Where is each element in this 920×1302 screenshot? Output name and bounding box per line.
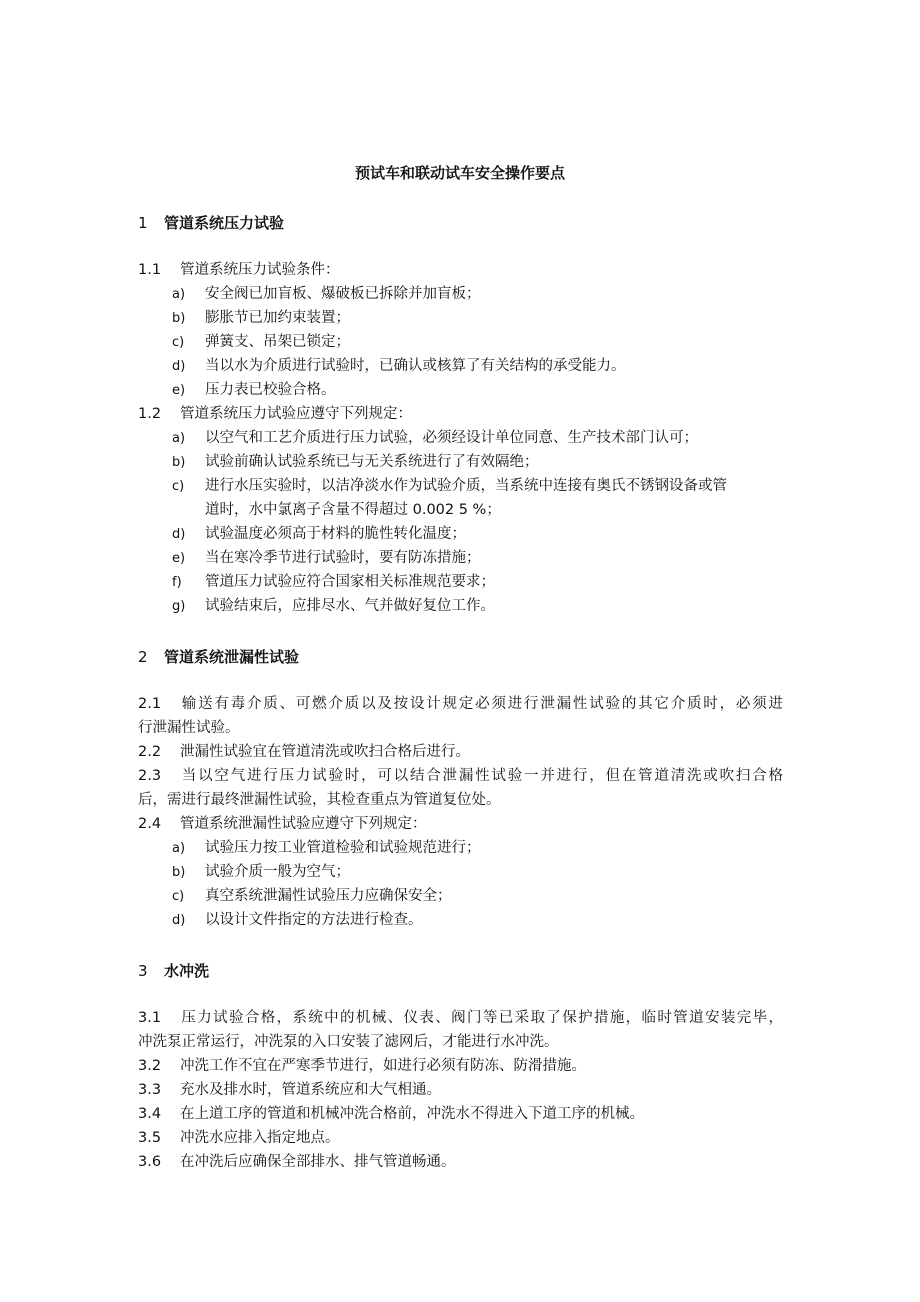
clause-2-2 <box>138 740 783 764</box>
list-marker: a) <box>172 431 186 446</box>
list-item <box>172 282 784 307</box>
clause-text: 管道系统压力试验条件： <box>180 262 340 278</box>
list-item <box>172 306 784 331</box>
list-item <box>172 860 784 885</box>
list-item-text: 真空系统泄漏性试验压力应确保安全； <box>205 888 452 904</box>
list-item-text: 管道压力试验应符合国家相关标准规范要求； <box>205 574 495 590</box>
list-marker: c) <box>172 479 185 494</box>
clause-number: 2.3 <box>138 768 162 784</box>
list-marker: e) <box>172 551 186 566</box>
clause-number: 2.2 <box>138 744 162 760</box>
list-item <box>172 450 784 475</box>
clause-number: 3.3 <box>138 1082 162 1098</box>
list-item-text: 以设计文件指定的方法进行检查。 <box>205 912 423 928</box>
clause-number: 2.1 <box>138 696 162 712</box>
clause-number: 3.1 <box>138 1010 162 1026</box>
clause-text: 在上道工序的管道和机械冲洗合格前，冲洗水不得进入下道工序的机械。 <box>180 1106 644 1122</box>
clause-text-line-2: 后，需进行最终泄漏性试验，其检查重点为管道复位处。 <box>138 792 501 808</box>
clause-text: 管道系统泄漏性试验应遵守下列规定： <box>180 816 427 832</box>
clause-1-1 <box>138 258 783 282</box>
section-number: 1 <box>138 214 148 232</box>
list-marker: b) <box>172 311 186 326</box>
section-1-heading <box>138 212 284 233</box>
list-item-text: 试验压力按工业管道检验和试验规范进行； <box>205 840 481 856</box>
list-item <box>172 354 784 379</box>
list-item-text-line-2: 道时，水中氯离子含量不得超过 0.002 5 %； <box>205 502 501 518</box>
list-item <box>172 546 784 571</box>
list-marker: a) <box>172 841 186 856</box>
clause-number: 3.5 <box>138 1130 162 1146</box>
list-marker: b) <box>172 865 186 880</box>
clause-text: 泄漏性试验宜在管道清洗或吹扫合格后进行。 <box>180 744 470 760</box>
list-marker: a) <box>172 287 186 302</box>
section-number: 2 <box>138 648 148 666</box>
section-3-heading <box>138 960 209 981</box>
clause-text: 冲洗水应排入指定地点。 <box>180 1130 340 1146</box>
clause-3-4 <box>138 1102 783 1126</box>
clause-text-line-1: 输送有毒介质、可燃介质以及按设计规定必须进行泄漏性试验的其它介质时，必须进 <box>180 696 783 712</box>
list-marker: c) <box>172 889 185 904</box>
clause-3-2 <box>138 1054 783 1078</box>
list-marker: d) <box>172 359 186 374</box>
list-item-text: 以空气和工艺介质进行压力试验，必须经设计单位同意、生产技术部门认可； <box>205 430 698 446</box>
section-title: 管道系统泄漏性试验 <box>164 648 300 666</box>
list-item-text: 安全阀已加盲板、爆破板已拆除并加盲板； <box>205 286 481 302</box>
list-item <box>172 908 784 933</box>
clause-2-3 <box>138 764 783 812</box>
clause-text: 充水及排水时，管道系统应和大气相通。 <box>180 1082 441 1098</box>
clause-number: 1.2 <box>138 406 162 422</box>
list-item-text: 试验前确认试验系统已与无关系统进行了有效隔绝； <box>205 454 539 470</box>
list-item <box>172 522 784 547</box>
list-item <box>172 884 784 909</box>
list-item <box>172 570 784 595</box>
section-title: 水冲洗 <box>164 962 210 980</box>
list-marker: e) <box>172 383 186 398</box>
list-item <box>172 330 784 355</box>
section-2-heading <box>138 646 299 667</box>
list-item-text: 压力表已校验合格。 <box>205 382 336 398</box>
clause-2-1 <box>138 692 783 740</box>
clause-number: 1.1 <box>138 262 162 278</box>
list-item-text: 弹簧支、吊架已锁定； <box>205 334 350 350</box>
clause-number: 2.4 <box>138 816 162 832</box>
list-item-text: 试验结束后，应排尽水、气并做好复位工作。 <box>205 598 495 614</box>
list-item-text: 当以水为介质进行试验时，已确认或核算了有关结构的承受能力。 <box>205 358 626 374</box>
clause-text: 冲洗工作不宜在严寒季节进行，如进行必须有防冻、防滑措施。 <box>180 1058 586 1074</box>
list-item <box>172 426 784 451</box>
section-title: 管道系统压力试验 <box>164 214 285 232</box>
clause-2-4 <box>138 812 783 836</box>
list-marker: d) <box>172 913 186 928</box>
clause-3-6 <box>138 1150 783 1174</box>
clause-3-3 <box>138 1078 783 1102</box>
clause-number: 3.4 <box>138 1106 162 1122</box>
list-item-text: 试验介质一般为空气； <box>205 864 350 880</box>
clause-text-line-2: 行泄漏性试验。 <box>138 720 240 736</box>
clause-text: 在冲洗后应确保全部排水、排气管道畅通。 <box>180 1154 456 1170</box>
list-item <box>172 594 784 619</box>
list-marker: b) <box>172 455 186 470</box>
clause-3-1 <box>138 1006 783 1054</box>
clause-number: 3.6 <box>138 1154 162 1170</box>
list-marker: f) <box>172 575 182 590</box>
list-marker: d) <box>172 527 186 542</box>
clause-text-line-1: 压力试验合格，系统中的机械、仪表、阀门等已采取了保护措施，临时管道安装完毕， <box>180 1010 783 1026</box>
list-item-text: 膨胀节已加约束装置； <box>205 310 350 326</box>
clause-text-line-2: 冲洗泵正常运行，冲洗泵的入口安装了滤网后，才能进行水冲洗。 <box>138 1034 559 1050</box>
list-item-text-line-1: 进行水压实验时，以洁净淡水作为试验介质，当系统中连接有奥氏不锈钢设备或管 <box>205 478 727 494</box>
list-item-text: 当在寒冷季节进行试验时，要有防冻措施； <box>205 550 481 566</box>
clause-3-5 <box>138 1126 783 1150</box>
clause-number: 3.2 <box>138 1058 162 1074</box>
list-item-text: 试验温度必须高于材料的脆性转化温度； <box>205 526 466 542</box>
list-item <box>172 474 784 522</box>
clause-text-line-1: 当以空气进行压力试验时，可以结合泄漏性试验一并进行，但在管道清洗或吹扫合格 <box>180 768 783 784</box>
clause-text: 管道系统压力试验应遵守下列规定： <box>180 406 412 422</box>
list-marker: g) <box>172 599 186 614</box>
list-item <box>172 378 784 403</box>
section-number: 3 <box>138 962 148 980</box>
clause-1-2 <box>138 402 783 426</box>
document-title: 预试车和联动试车安全操作要点 <box>354 164 565 182</box>
list-marker: c) <box>172 335 185 350</box>
list-item <box>172 836 784 861</box>
